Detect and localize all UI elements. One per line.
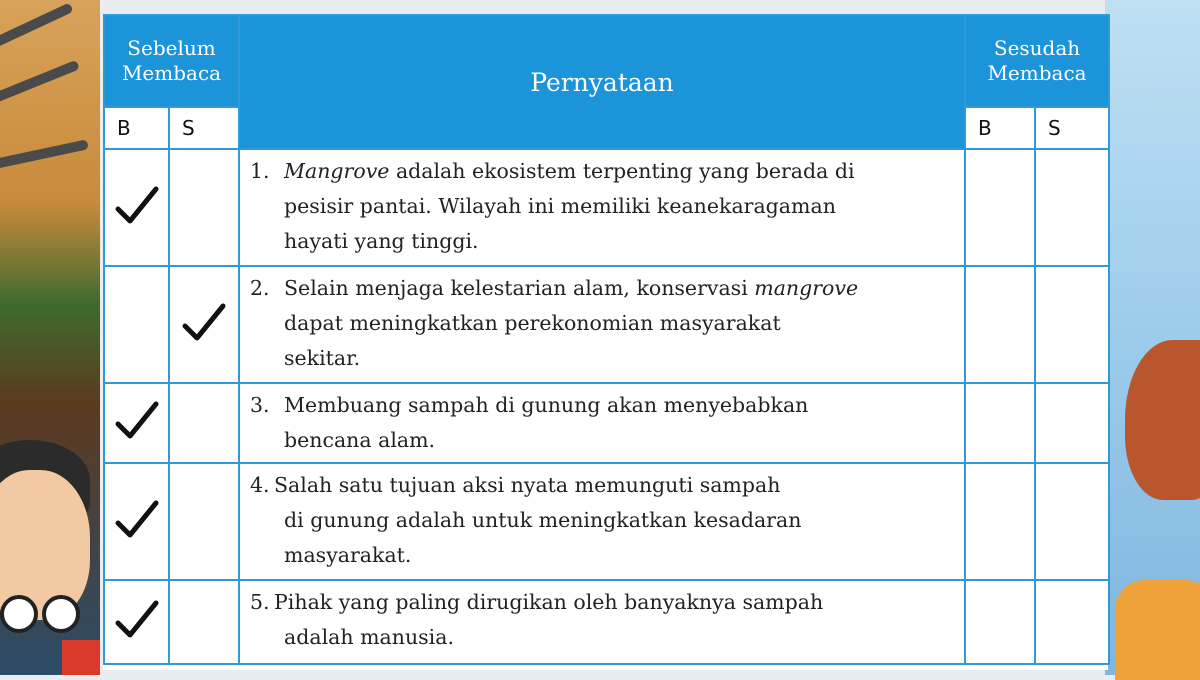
statement-line: Salah satu tujuan aksi nyata memunguti sampah (274, 473, 781, 497)
statement-number: 5. (250, 590, 270, 614)
statement-number: 4. (250, 473, 270, 497)
after-s-cell[interactable] (1035, 463, 1109, 580)
table-row (104, 149, 1109, 266)
after-s-cell[interactable] (1035, 149, 1109, 266)
after-b-cell[interactable] (965, 463, 1035, 580)
header-after-s: S (1035, 107, 1109, 149)
statement-line: masyarakat. (284, 543, 412, 567)
statement-line: adalah ekosistem terpenting yang berada di (389, 159, 855, 183)
after-b-cell[interactable] (965, 266, 1035, 383)
statement-line: sekitar. (284, 346, 361, 370)
statement-text (239, 266, 965, 383)
statement-text (239, 580, 965, 664)
after-b-cell[interactable] (965, 580, 1035, 664)
header-after-b: B (965, 107, 1035, 149)
header-before-reading (104, 15, 239, 107)
table-row (104, 383, 1109, 463)
checkmark-icon (114, 183, 160, 229)
after-s-cell[interactable] (1035, 266, 1109, 383)
after-s-cell[interactable] (1035, 383, 1109, 463)
italic-term: Mangrove (284, 159, 390, 183)
checkmark-icon (114, 398, 160, 444)
statement-line: di gunung adalah untuk meningkatkan kesadaran (284, 508, 802, 532)
before-s-cell[interactable] (169, 266, 239, 383)
after-b-cell[interactable] (965, 149, 1035, 266)
header-before-s: S (169, 107, 239, 149)
header-before-line2: Membaca (121, 61, 222, 85)
header-statement: Pernyataan (239, 15, 965, 149)
checkmark-icon (181, 300, 227, 346)
before-b-cell[interactable] (104, 149, 169, 266)
header-before-line1: Sebelum (127, 36, 216, 60)
background-illustration-right (1105, 0, 1200, 675)
statement-line: Pihak yang paling dirugikan oleh banyaknya sampah (274, 590, 824, 614)
statement-text (239, 149, 965, 266)
header-after-line1: Sesudah (993, 36, 1081, 60)
before-b-cell[interactable] (104, 463, 169, 580)
statement-number: 1. (250, 159, 270, 183)
before-s-cell[interactable] (169, 383, 239, 463)
checkmark-icon (114, 497, 160, 543)
statement-line: pesisir pantai. Wilayah ini memiliki keanekaragaman (284, 194, 836, 218)
statement-number: 2. (250, 276, 270, 300)
before-b-cell[interactable] (104, 580, 169, 664)
italic-term: mangrove (754, 276, 859, 300)
header-before-b: B (104, 107, 169, 149)
before-b-cell[interactable] (104, 383, 169, 463)
statement-text (239, 463, 965, 580)
background-illustration-left (0, 0, 100, 675)
statement-line: Selain menjaga kelestarian alam, konservasi (284, 276, 755, 300)
header-after-line2: Membaca (987, 61, 1087, 85)
after-b-cell[interactable] (965, 383, 1035, 463)
before-b-cell[interactable] (104, 266, 169, 383)
statement-line: adalah manusia. (284, 625, 454, 649)
after-s-cell[interactable] (1035, 580, 1109, 664)
statement-number: 3. (250, 393, 270, 417)
header-after-reading (965, 15, 1109, 107)
table-row (104, 266, 1109, 383)
statement-line: Membuang sampah di gunung akan menyebabkan (284, 393, 809, 417)
statement-line: dapat meningkatkan perekonomian masyarakat (284, 311, 781, 335)
table-row (104, 580, 1109, 664)
statement-text (239, 383, 965, 463)
table-row (104, 463, 1109, 580)
before-s-cell[interactable] (169, 580, 239, 664)
statement-line: hayati yang tinggi. (284, 229, 479, 253)
checkmark-icon (114, 597, 160, 643)
before-s-cell[interactable] (169, 463, 239, 580)
reading-anticipation-table (103, 14, 1108, 670)
statement-line: bencana alam. (284, 428, 436, 452)
before-s-cell[interactable] (169, 149, 239, 266)
